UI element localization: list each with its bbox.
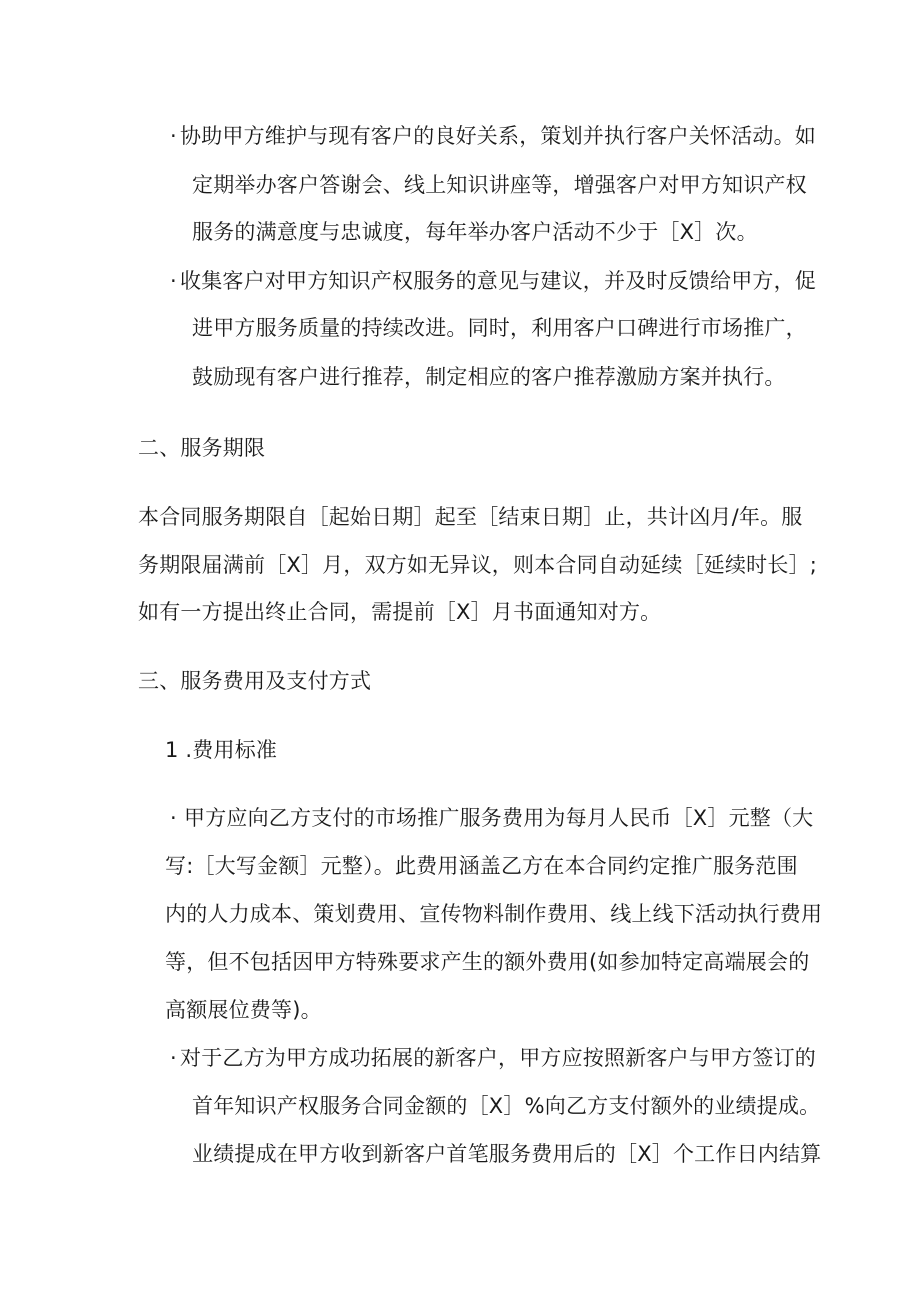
- bullet-dot: ·: [170, 124, 177, 148]
- bullet-1-line-3: 服务的满意度与忠诚度，每年举办客户活动不少于［X］次。: [192, 220, 758, 244]
- fee-bullet-2-line-1: 对于乙方为甲方成功拓展的新客户，甲方应按照新客户与甲方签订的: [180, 1046, 816, 1070]
- bullet-2-line-3: 鼓励现有客户进行推荐，制定相应的客户推荐激励方案并执行。: [192, 365, 786, 389]
- fee-bullet-1-line-4: 等，但不包括因甲方特殊要求产生的额外费用(如参加特定高端展会的: [165, 950, 810, 974]
- term-para-line-1: 本合同服务期限自［起始日期］起至［结束日期］止，共计凶月/年。服: [138, 505, 803, 529]
- fee-bullet-1-line-1: 甲方应向乙方支付的市场推广服务费用为每月人民币［X］元整（大: [184, 806, 814, 830]
- bullet-2-line-2: 进甲方服务质量的持续改进。同时，利用客户口碑进行市场推广，: [192, 316, 807, 340]
- term-para-line-3: 如有一方提出终止合同，需提前［X］月书面通知对方。: [138, 600, 662, 624]
- bullet-dot: ·: [170, 1046, 177, 1070]
- fee-bullet-2-line-2: 首年知识产权服务合同金额的［X］%向乙方支付额外的业绩提成。: [192, 1094, 821, 1118]
- fee-bullet-1-line-3: 内的人力成本、策划费用、宣传物料制作费用、线上线下活动执行费用: [165, 902, 823, 926]
- section-heading-service-term: 二、服务期限: [138, 436, 266, 460]
- subheading-fee-standard: 1 .费用标准: [165, 738, 278, 762]
- section-heading-fees: 三、服务费用及支付方式: [138, 669, 372, 693]
- fee-bullet-1-line-5: 高额展位费等)。: [165, 998, 322, 1022]
- fee-bullet-1-line-2: 写:［大写金额］元整）。此费用涵盖乙方在本合同约定推广服务范围: [165, 854, 798, 878]
- term-para-line-2: 务期限届满前［X］月，双方如无异议，则本合同自动延续［延续时长］;: [138, 553, 818, 577]
- fee-bullet-2-line-3: 业绩提成在甲方收到新客户首笔服务费用后的［X］个工作日内结算: [192, 1142, 822, 1166]
- bullet-1-line-2: 定期举办客户答谢会、线上知识讲座等，增强客户对甲方知识产权: [192, 173, 807, 197]
- bullet-dot: ·: [170, 269, 177, 293]
- bullet-2-line-1: 收集客户对甲方知识产权服务的意见与建议，并及时反馈给甲方，促: [180, 269, 816, 293]
- bullet-1-line-1: 协助甲方维护与现有客户的良好关系，策划并执行客户关怀活动。如: [180, 124, 816, 148]
- bullet-dot: ·: [170, 806, 177, 830]
